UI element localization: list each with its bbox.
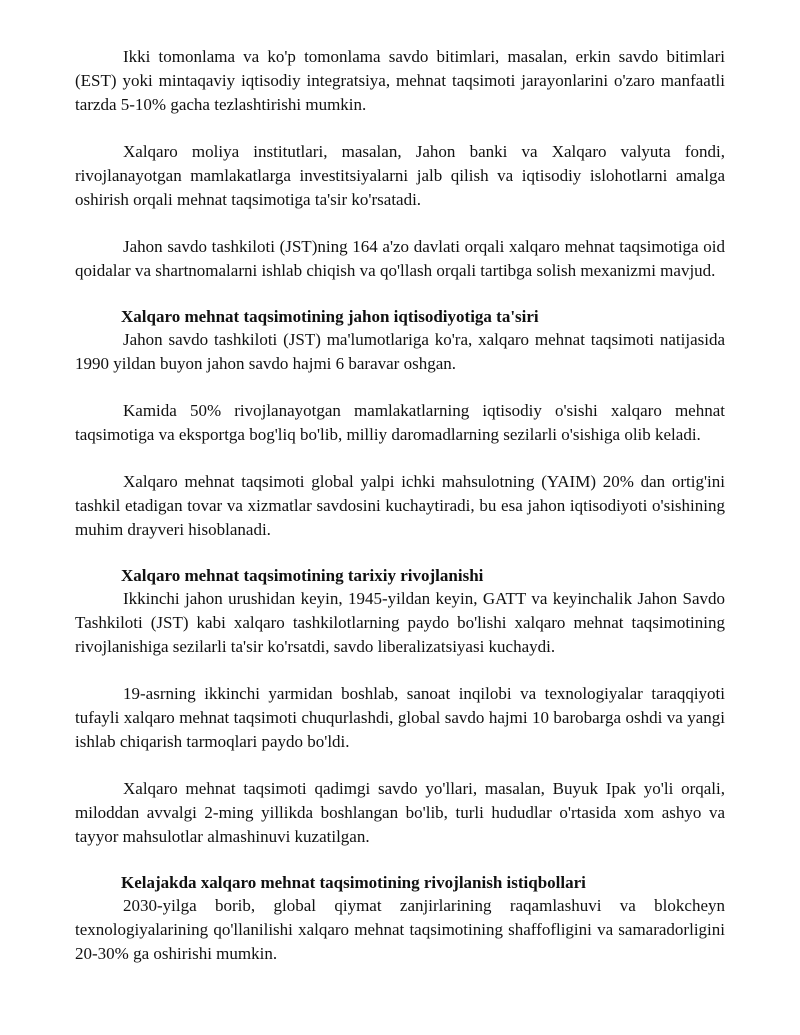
section-paragraph: Xalqaro mehnat taqsimoti qadimgi savdo yo'llari, masalan, Buyuk Ipak yo'li orqali, miloddan avvalgi 2-ming yillikda boshlangan bo'lib, turli hududlar o'rtasida xom ashyo va tayyor mahsulotlar almashinuvi kuzatilgan. xyxy=(75,779,725,846)
intro-paragraph-2: Xalqaro moliya institutlari, masalan, Jahon banki va Xalqaro valyuta fondi, rivojlanayotgan mamlakatlarga investitsiyalarni jalb qilish va iqtisodiy islohotlarni amalga oshirish orqali mehnat taqsimotiga ta'sir ko'rsatadi. xyxy=(75,142,725,209)
section-heading: Kelajakda xalqaro mehnat taqsimotining rivojlanish istiqbollari xyxy=(121,873,586,892)
section-heading: Xalqaro mehnat taqsimotining jahon iqtisodiyotiga ta'siri xyxy=(121,307,539,326)
section-paragraph: Jahon savdo tashkiloti (JST) ma'lumotlariga ko'ra, xalqaro mehnat taqsimoti natijasida 1990 yildan buyon jahon savdo hajmi 6 baravar oshgan. xyxy=(75,330,725,373)
section-paragraph: 2030-yilga borib, global qiymat zanjirlarining raqamlashuvi va blokcheyn texnologiyalarining qo'llanilishi xalqaro mehnat taqsimotining shaffofligini va samaradorligini 20-30% ga oshirishi mumkin. xyxy=(75,896,725,963)
section-paragraph: Ikkinchi jahon urushidan keyin, 1945-yildan keyin, GATT va keyinchalik Jahon Savdo Tashkiloti (JST) kabi xalqaro tashkilotlarning paydo bo'lishi xalqaro mehnat taqsimotining rivojlanishiga sezilarli ta'sir ko'rsatdi, savdo liberalizatsiyasi kuchaydi. xyxy=(75,589,725,656)
intro-paragraph-3: Jahon savdo tashkiloti (JST)ning 164 a'zo davlati orqali xalqaro mehnat taqsimotiga oid qoidalar va shartnomalarni ishlab chiqish va qo'llash orqali tartibga solish mexanizmi mavjud. xyxy=(75,237,725,280)
section-future-prospects xyxy=(75,872,725,966)
section-heading: Xalqaro mehnat taqsimotining tarixiy rivojlanishi xyxy=(121,566,484,585)
section-world-economy-impact xyxy=(75,306,725,542)
section-paragraph: Xalqaro mehnat taqsimoti global yalpi ichki mahsulotning (YAIM) 20% dan ortig'ini tashkil etadigan tovar va xizmatlar savdosini kuchaytiradi, bu esa jahon iqtisodiyoti o'sishining muhim drayveri hisoblanadi. xyxy=(75,472,725,539)
section-historical-development xyxy=(75,565,725,849)
intro-paragraph-1: Ikki tomonlama va ko'p tomonlama savdo bitimlari, masalan, erkin savdo bitimlari (EST) yoki mintaqaviy iqtisodiy integratsiya, mehnat taqsimoti jarayonlarini o'zaro manfaatli tarzda 5-10% gacha tezlashtirishi mumkin. xyxy=(75,47,725,114)
section-paragraph: 19-asrning ikkinchi yarmidan boshlab, sanoat inqilobi va texnologiyalar taraqqiyoti tufayli xalqaro mehnat taqsimoti chuqurlashdi, global savdo hajmi 10 barobarga oshdi va yangi ishlab chiqarish tarmoqlari paydo bo'ldi. xyxy=(75,684,725,751)
section-paragraph: Kamida 50% rivojlanayotgan mamlakatlarning iqtisodiy o'sishi xalqaro mehnat taqsimotiga va eksportga bog'liq bo'lib, milliy daromadlarning sezilarli o'sishiga olib keladi. xyxy=(75,401,725,444)
